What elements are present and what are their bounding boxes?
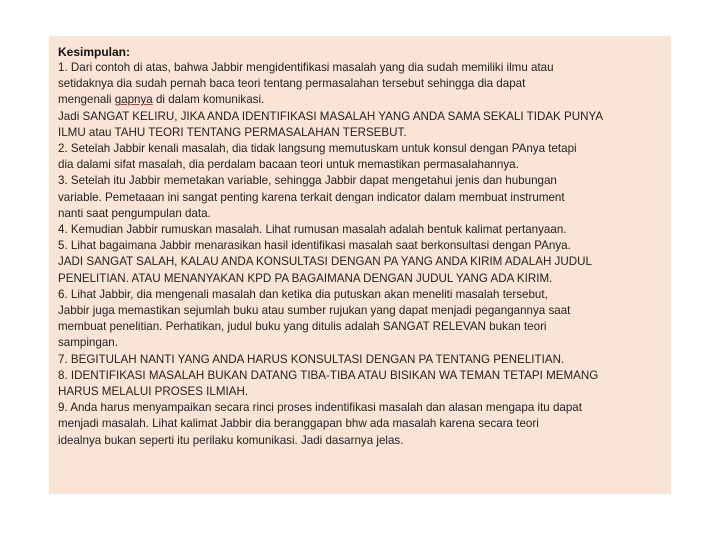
text-line: nanti saat pengumpulan data. <box>58 206 211 220</box>
text-line: 3. Setelah itu Jabbir memetakan variable, sehingga Jabbir dapat mengetahui jenis dan hubungan <box>58 174 557 188</box>
text-line: setidaknya dia sudah pernah baca teori tentang permasalahan tersebut sehingga dia dapat <box>58 77 526 91</box>
text-line: membuat penelitian. Perhatikan, judul buku yang ditulis adalah SANGAT RELEVAN bukan teori <box>58 320 547 334</box>
underlined-word: gapnya <box>114 93 153 107</box>
text-span: di dalam komunikasi. <box>152 93 265 107</box>
text-line: 6. Lihat Jabbir, dia mengenali masalah dan ketika dia putuskan akan meneliti masalah tersebut, <box>58 287 548 301</box>
text-line: 4. Kemudian Jabbir rumuskan masalah. Lihat rumusan masalah adalah bentuk kalimat pertanyaan. <box>58 223 567 237</box>
text-line: PENELITIAN. ATAU MENANYAKAN KPD PA BAGAIMANA DENGAN JUDUL YANG ADA KIRIM. <box>58 271 553 285</box>
text-line: 1. Dari contoh di atas, bahwa Jabbir mengidentifikasi masalah yang dia sudah memiliki ilmu atau <box>58 61 554 74</box>
text-line: ILMU atau TAHU TEORI TENTANG PERMASALAHAN TERSEBUT. <box>58 125 407 139</box>
text-line: idealnya bukan seperti itu perilaku komunikasi. Jadi dasarnya jelas. <box>58 433 404 447</box>
text-line: 5. Lihat bagaimana Jabbir menarasikan hasil identifikasi masalah saat berkonsultasi dengan PAnya. <box>58 239 571 253</box>
heading: Kesimpulan: <box>58 45 131 59</box>
text-line: HARUS MELALUI PROSES ILMIAH. <box>58 385 249 399</box>
text-line: 9. Anda harus menyampaikan secara rinci proses indentifikasi masalah dan alasan mengapa itu dapat <box>58 401 582 415</box>
text-span: mengenali <box>58 93 115 107</box>
text-line: 7. BEGITULAH NANTI YANG ANDA HARUS KONSULTASI DENGAN PA TENTANG PENELITIAN. <box>58 352 565 366</box>
text-line: JADI SANGAT SALAH, KALAU ANDA KONSULTASI DENGAN PA YANG ANDA KIRIM ADALAH JUDUL <box>58 255 592 269</box>
text-line: dia dalami sifat masalah, dia perdalam bacaan teori untuk memastikan permasalahannya. <box>58 158 519 172</box>
text-line: 8. IDENTIFIKASI MASALAH BUKAN DATANG TIBA-TIBA ATAU BISIKAN WA TEMAN TETAPI MEMANG <box>58 368 599 382</box>
text-box <box>49 36 671 494</box>
text-line: 2. Setelah Jabbir kenali masalah, dia tidak langsung memutuskam untuk konsul dengan PAnya tetapi <box>58 142 577 156</box>
text-line: variable. Pemetaaan ini sangat penting karena terkait dengan indicator dalam membuat instrument <box>58 190 565 204</box>
text-line: Jadi SANGAT KELIRU, JIKA ANDA IDENTIFIKASI MASALAH YANG ANDA SAMA SEKALI TIDAK PUNYA <box>58 109 604 123</box>
text-line <box>58 92 662 108</box>
text-line: sampingan. <box>58 336 118 350</box>
text-line: menjadi masalah. Lihat kalimat Jabbir dia beranggapan bhw ada masalah karena secara teori <box>58 417 539 431</box>
text-line: Jabbir juga memastikan sejumlah buku atau sumber rujukan yang dapat menjadi pegangannya saat <box>58 304 571 318</box>
